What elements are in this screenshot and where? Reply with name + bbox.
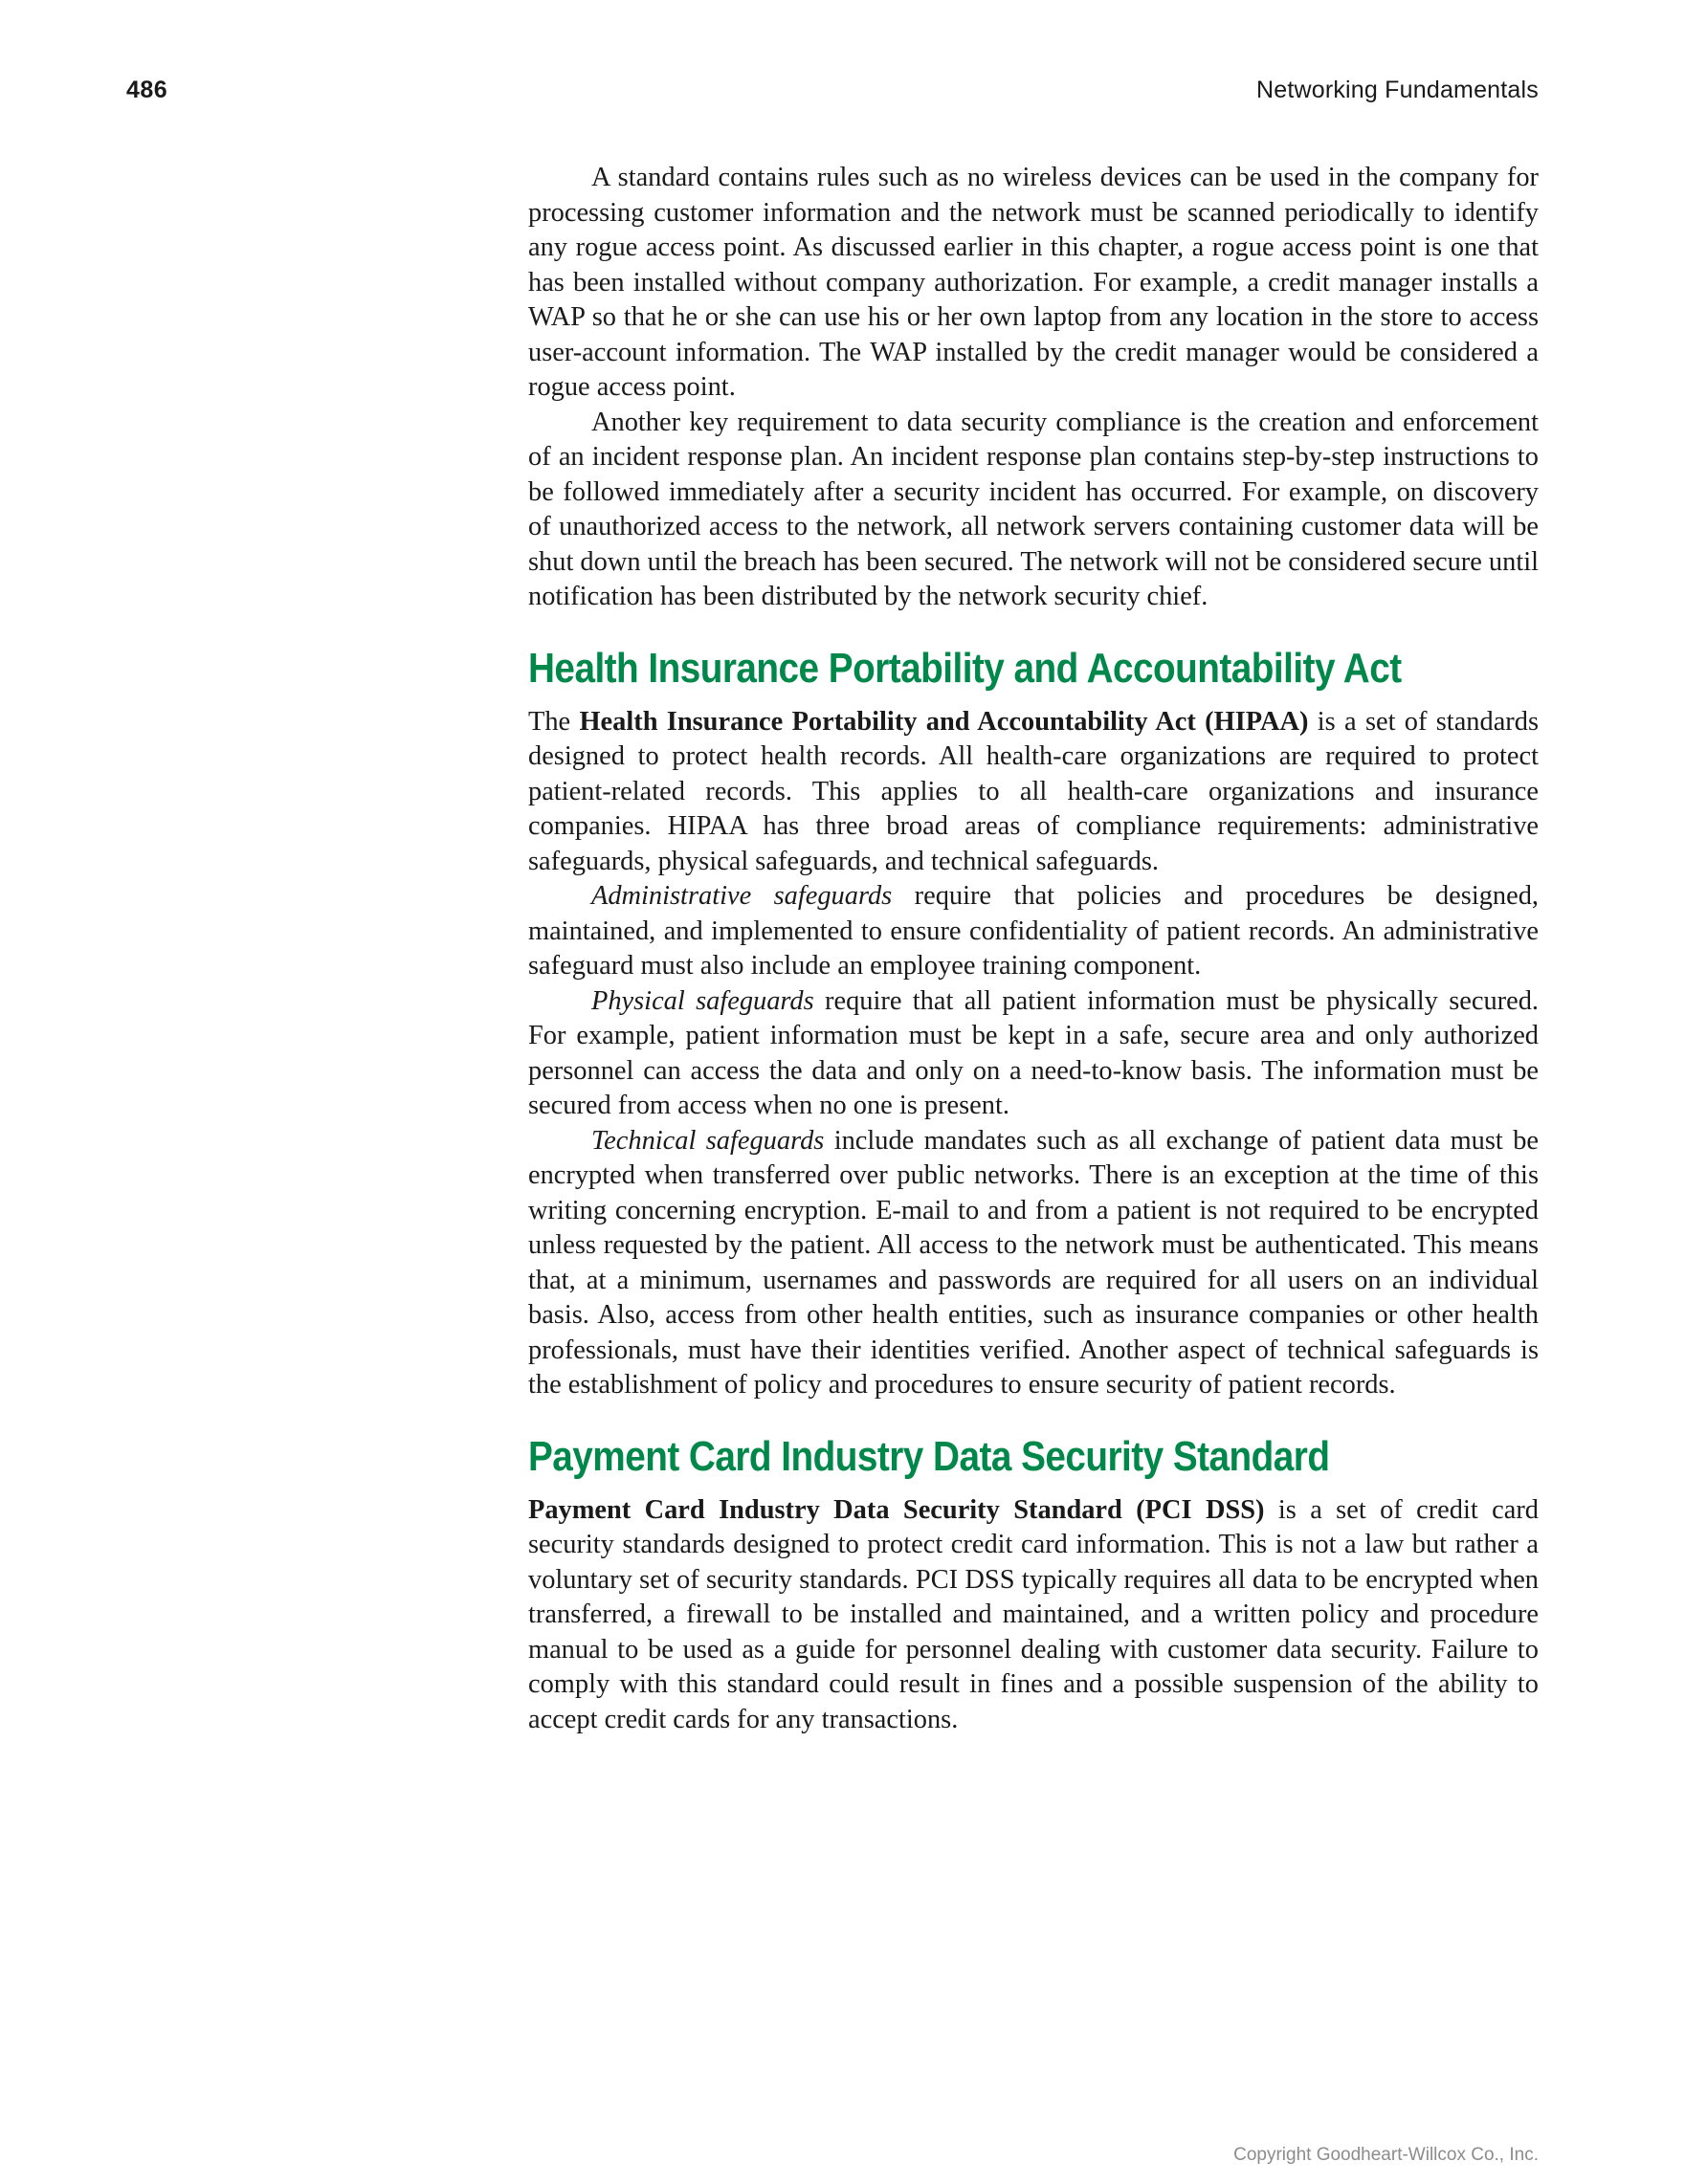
pci-dss-heading: Payment Card Industry Data Security Standard [528, 1432, 1330, 1480]
intro-paragraph-standard: A standard contains rules such as no wireless devices can be used in the company for processing customer information and the network must be scanned periodically to identify any rogue access point. As discussed earlier in this chapter, a rogue access point is one that has been installed without company authorization. For example, a credit manager installs a WAP so that he or she can use his or her own laptop from any location in the store to access user-account information. The WAP installed by the credit manager would be considered a rogue access point. [528, 163, 1539, 402]
physical-safeguards-term: Physical safeguards [591, 985, 814, 1016]
physical-safeguards-paragraph [528, 984, 1539, 1124]
running-head [126, 73, 1539, 111]
hipaa-definition-paragraph [528, 705, 1539, 880]
administrative-safeguards-text: require that policies and procedures be designed, maintained, and implemented to ensure confidentiality of patient records. An administrative safeguard must also include an employee training component. [528, 881, 1539, 981]
pci-dss-definition-text: is a set of credit card security standards designed to protect credit card information. This is not a law but rather a voluntary set of security standards. PCI DSS typically requires all data to be encrypted when transferred, a firewall to be installed and maintained, and a written policy and procedure manual to be used as a guide for personnel dealing with customer data security. Failure to comply with this standard could result in fines and a possible suspension of the ability to accept credit cards for any transactions. [528, 1494, 1539, 1734]
page-body [528, 161, 1539, 1737]
technical-safeguards-paragraph [528, 1124, 1539, 1403]
technical-safeguards-term: Technical safeguards [591, 1125, 825, 1156]
physical-safeguards-text: require that all patient information must be physically secured. For example, patient information must be kept in a safe, secure area and only authorized personnel can access the data and only on a need-to-know basis. The information must be secured from access when no one is present. [528, 985, 1539, 1120]
book-title: Networking Fundamentals [1255, 77, 1539, 103]
administrative-safeguards-term: Administrative safeguards [591, 881, 893, 911]
hipaa-term: Health Insurance Portability and Accountability Act (HIPAA) [579, 706, 1309, 737]
page-number: 486 [126, 77, 168, 103]
hipaa-lead: The [528, 706, 580, 737]
hipaa-heading: Health Insurance Portability and Accountability Act [528, 644, 1402, 692]
administrative-safeguards-paragraph [528, 879, 1539, 984]
technical-safeguards-text: include mandates such as all exchange of patient data must be encrypted when transferred over public networks. There is an exception at the time of this writing concerning encryption. E-mail to and from a patient is not required to be encrypted unless requested by the patient. All access to the network must be authenticated. This means that, at a minimum, usernames and passwords are required for all users on an individual basis. Also, access from other health entities, such as insurance companies or other health professionals, must have their identities verified. Another aspect of technical safeguards is the establishment of policy and procedures to ensure security of patient records. [528, 1125, 1539, 1400]
intro-paragraph-incident-plan: Another key requirement to data security compliance is the creation and enforcement of an incident response plan. An incident response plan contains step-by-step instructions to be followed immediately after a security incident has occurred. For example, on discovery of unauthorized access to the network, all network servers containing customer data will be shut down until the breach has been secured. The network will not be considered secure until notification has been distributed by the network security chief. [528, 407, 1539, 611]
copyright-footer: Copyright Goodheart-Willcox Co., Inc. [1233, 2145, 1539, 2165]
pci-dss-term: Payment Card Industry Data Security Standard (PCI DSS) [528, 1494, 1265, 1525]
pci-dss-definition-paragraph [528, 1493, 1539, 1738]
hipaa-definition-text: is a set of standards designed to protect health records. All health-care organizations are required to protect patient-related records. This applies to all health-care organizations and insurance companies. HIPAA has three broad areas of compliance requirements: administrative safeguards, physical safeguards, and technical safeguards. [528, 706, 1539, 876]
